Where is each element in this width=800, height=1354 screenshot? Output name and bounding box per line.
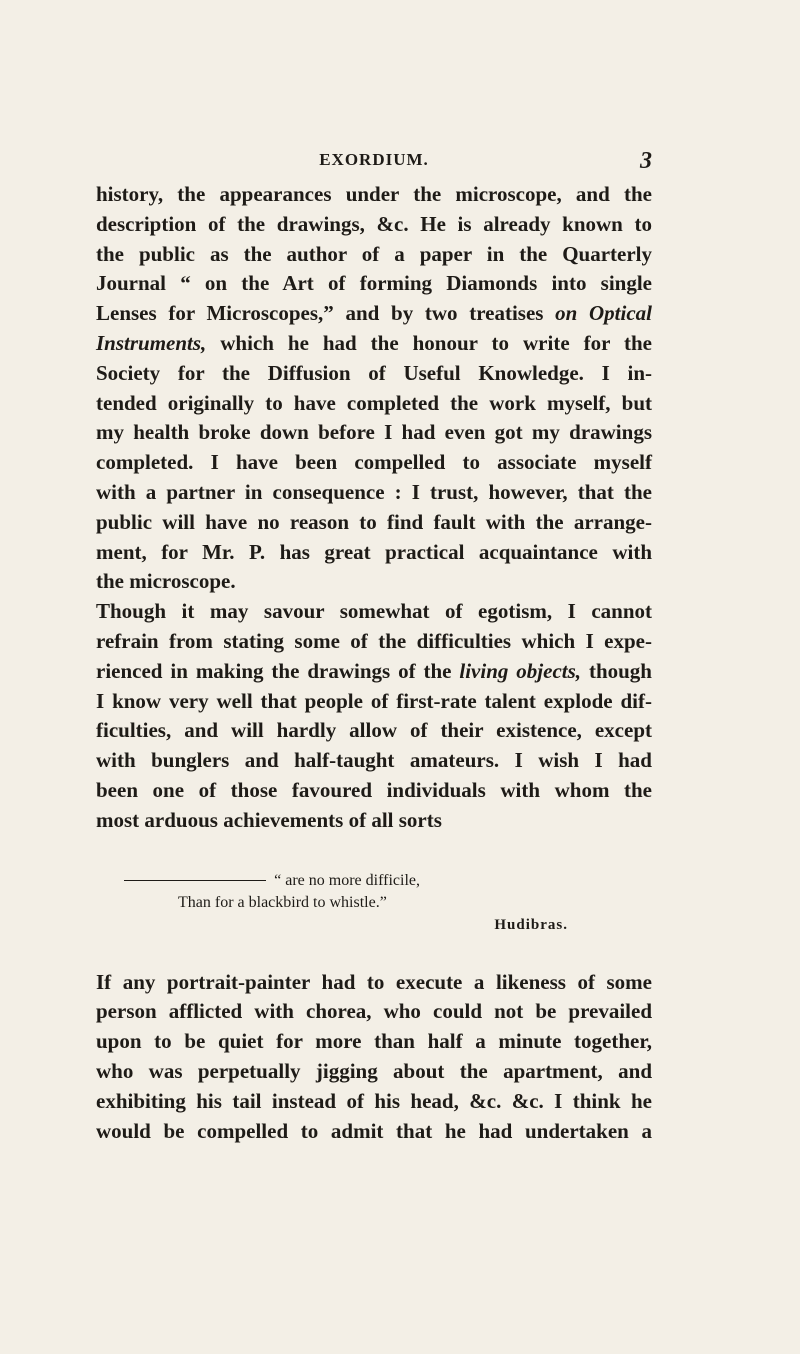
text-line: my health broke down before I had even got my drawings: [96, 420, 652, 445]
text-line: ment, for Mr. P. has great practical acquaintance with: [96, 539, 652, 564]
text-line: ficulties, and will hardly allow of their existence, except: [96, 718, 652, 743]
text-line: I know very well that people of first-rate talent explode dif-: [96, 688, 652, 713]
text-line: been one of those favoured individuals with whom the: [96, 777, 652, 802]
text-line: If any portrait-painter had to execute a likeness of some: [96, 969, 652, 994]
text-line: completed. I have been compelled to associate myself: [96, 450, 652, 475]
text-line: with a partner in consequence : I trust, however, that the: [96, 479, 652, 504]
page-number: 3: [640, 148, 652, 174]
running-head: EXORDIUM.: [319, 150, 429, 169]
text-line: person afflicted with chorea, who could not be prevailed: [96, 999, 652, 1024]
text-line: Lenses for Microscopes,” and by two treatises on Optical: [96, 301, 653, 326]
text-line: tended originally to have completed the work myself, but: [96, 390, 652, 415]
text-line: would be compelled to admit that he had undertaken a: [96, 1118, 652, 1143]
text-line: upon to be quiet for more than half a minute together,: [96, 1029, 652, 1054]
text-line: with bunglers and half-taught amateurs. I wish I had: [96, 748, 652, 773]
text-line: who was perpetually jigging about the apartment, and: [96, 1058, 652, 1083]
page-header: [96, 150, 652, 180]
verse-quotation: [96, 870, 652, 936]
quote-line: “ are no more difficile,: [274, 871, 420, 889]
em-rule: [124, 880, 266, 881]
text-line: the microscope.: [96, 569, 236, 594]
text-line: refrain from stating some of the difficulties which I expe-: [96, 628, 652, 653]
text-line: exhibiting his tail instead of his head, &c. &c. I think he: [96, 1088, 652, 1113]
paragraph-3: [96, 968, 652, 1147]
text-line: history, the appearances under the microscope, and the: [96, 182, 652, 206]
paragraph-2: [96, 597, 652, 835]
paragraph-1: [96, 180, 652, 597]
quote-attribution: Hudibras.: [494, 916, 568, 933]
text-line: Instruments, which he had the honour to write for the: [96, 330, 652, 355]
text-line: description of the drawings, &c. He is already known to: [96, 211, 652, 236]
text-line: the public as the author of a paper in the Quarterly: [96, 241, 652, 266]
text-line: rienced in making the drawings of the living objects, though: [96, 658, 652, 683]
body-text: [96, 180, 652, 1146]
text-line: most arduous achievements of all sorts: [96, 807, 442, 832]
quote-line: Than for a blackbird to whistle.”: [178, 893, 387, 911]
text-line: public will have no reason to find fault with the arrange-: [96, 509, 652, 534]
text-line: Journal “ on the Art of forming Diamonds into single: [96, 271, 652, 296]
text-line: Though it may savour somewhat of egotism, I cannot: [96, 599, 652, 624]
text-line: Society for the Diffusion of Useful Knowledge. I in-: [96, 360, 652, 385]
